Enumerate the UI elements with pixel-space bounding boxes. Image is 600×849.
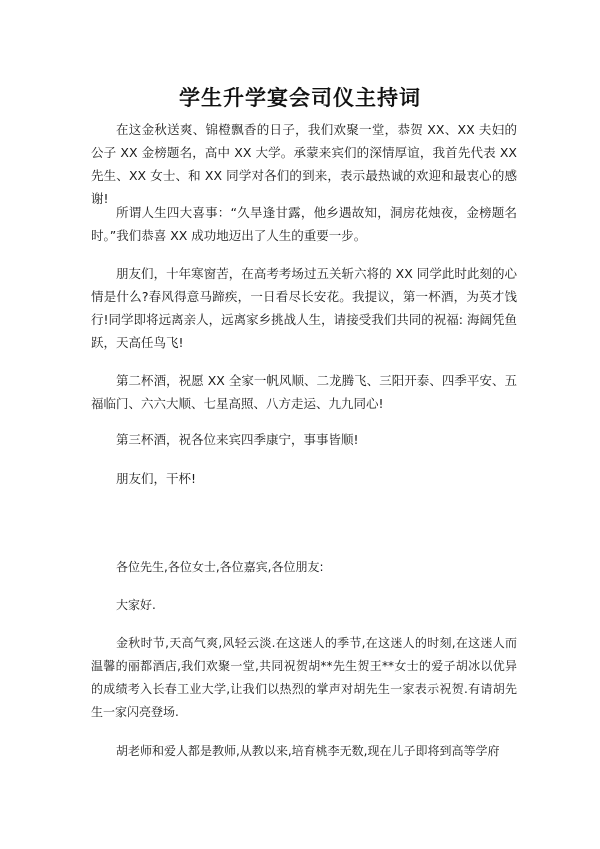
paragraph-welcome: 在这金秋送爽、锦橙飘香的日子，我们欢聚一堂，恭贺 XX、XX 夫妇的公子 XX 金榜题名，高中 XX 大学。承蒙来宾们的深情厚谊，我首先代表 XX 先生、XX 女士、和 XX 同学对各们的到来，表示最热诚的欢迎和最衷心的感谢! — [91, 122, 517, 206]
paragraph-autumn: 金秋时节,天高气爽,风轻云淡.在这迷人的季节,在这迷人的时刻,在这迷人而温馨的丽都酒店,我们欢聚一堂,共同祝贺胡**先生贺王**女士的爱子胡冰以优异的成绩考入长春工业大学,让我们以热烈的掌声对胡先生一家表示祝贺.有请胡先生一家闪亮登场. — [91, 636, 517, 719]
paragraph-third-toast: 第三杯酒，祝各位来宾四季康宁，事事皆顺! — [116, 432, 359, 447]
paragraph-teachers: 胡老师和爱人都是教师,从教以来,培育桃李无数,现在儿子即将到高等学府 — [116, 744, 500, 758]
document-title: 学生升学宴会司仪主持词 — [179, 86, 421, 110]
paragraph-greeting: 各位先生,各位女士,各位嘉宾,各位朋友: — [116, 560, 324, 574]
paragraph-four-joys: 所谓人生四大喜事：“久旱逢甘露，他乡遇故知，洞房花烛夜，金榜题名时。”我们恭喜 XX 成功地迈出了人生的重要一步。 — [91, 205, 517, 243]
paragraph-second-toast: 第二杯酒，祝愿 XX 全家一帆风顺、二龙腾飞、三阳开泰、四季平安、五福临门、六六大顺、七星高照、八方走运、九九同心! — [91, 373, 517, 411]
paragraph-cheers: 朋友们，干杯! — [116, 471, 197, 486]
paragraph-hello: 大家好. — [116, 598, 156, 612]
paragraph-first-toast: 朋友们，十年寒窗苦，在高考考场过五关斩六将的 XX 同学此时此刻的心情是什么?春风得意马蹄疾，一日看尽长安花。我提议，第一杯酒，为英才饯行!同学即将远离亲人，远离家乡挑战人生，请接受我们共同的祝福: 海阔凭鱼跃，天高任鸟飞! — [91, 266, 517, 350]
